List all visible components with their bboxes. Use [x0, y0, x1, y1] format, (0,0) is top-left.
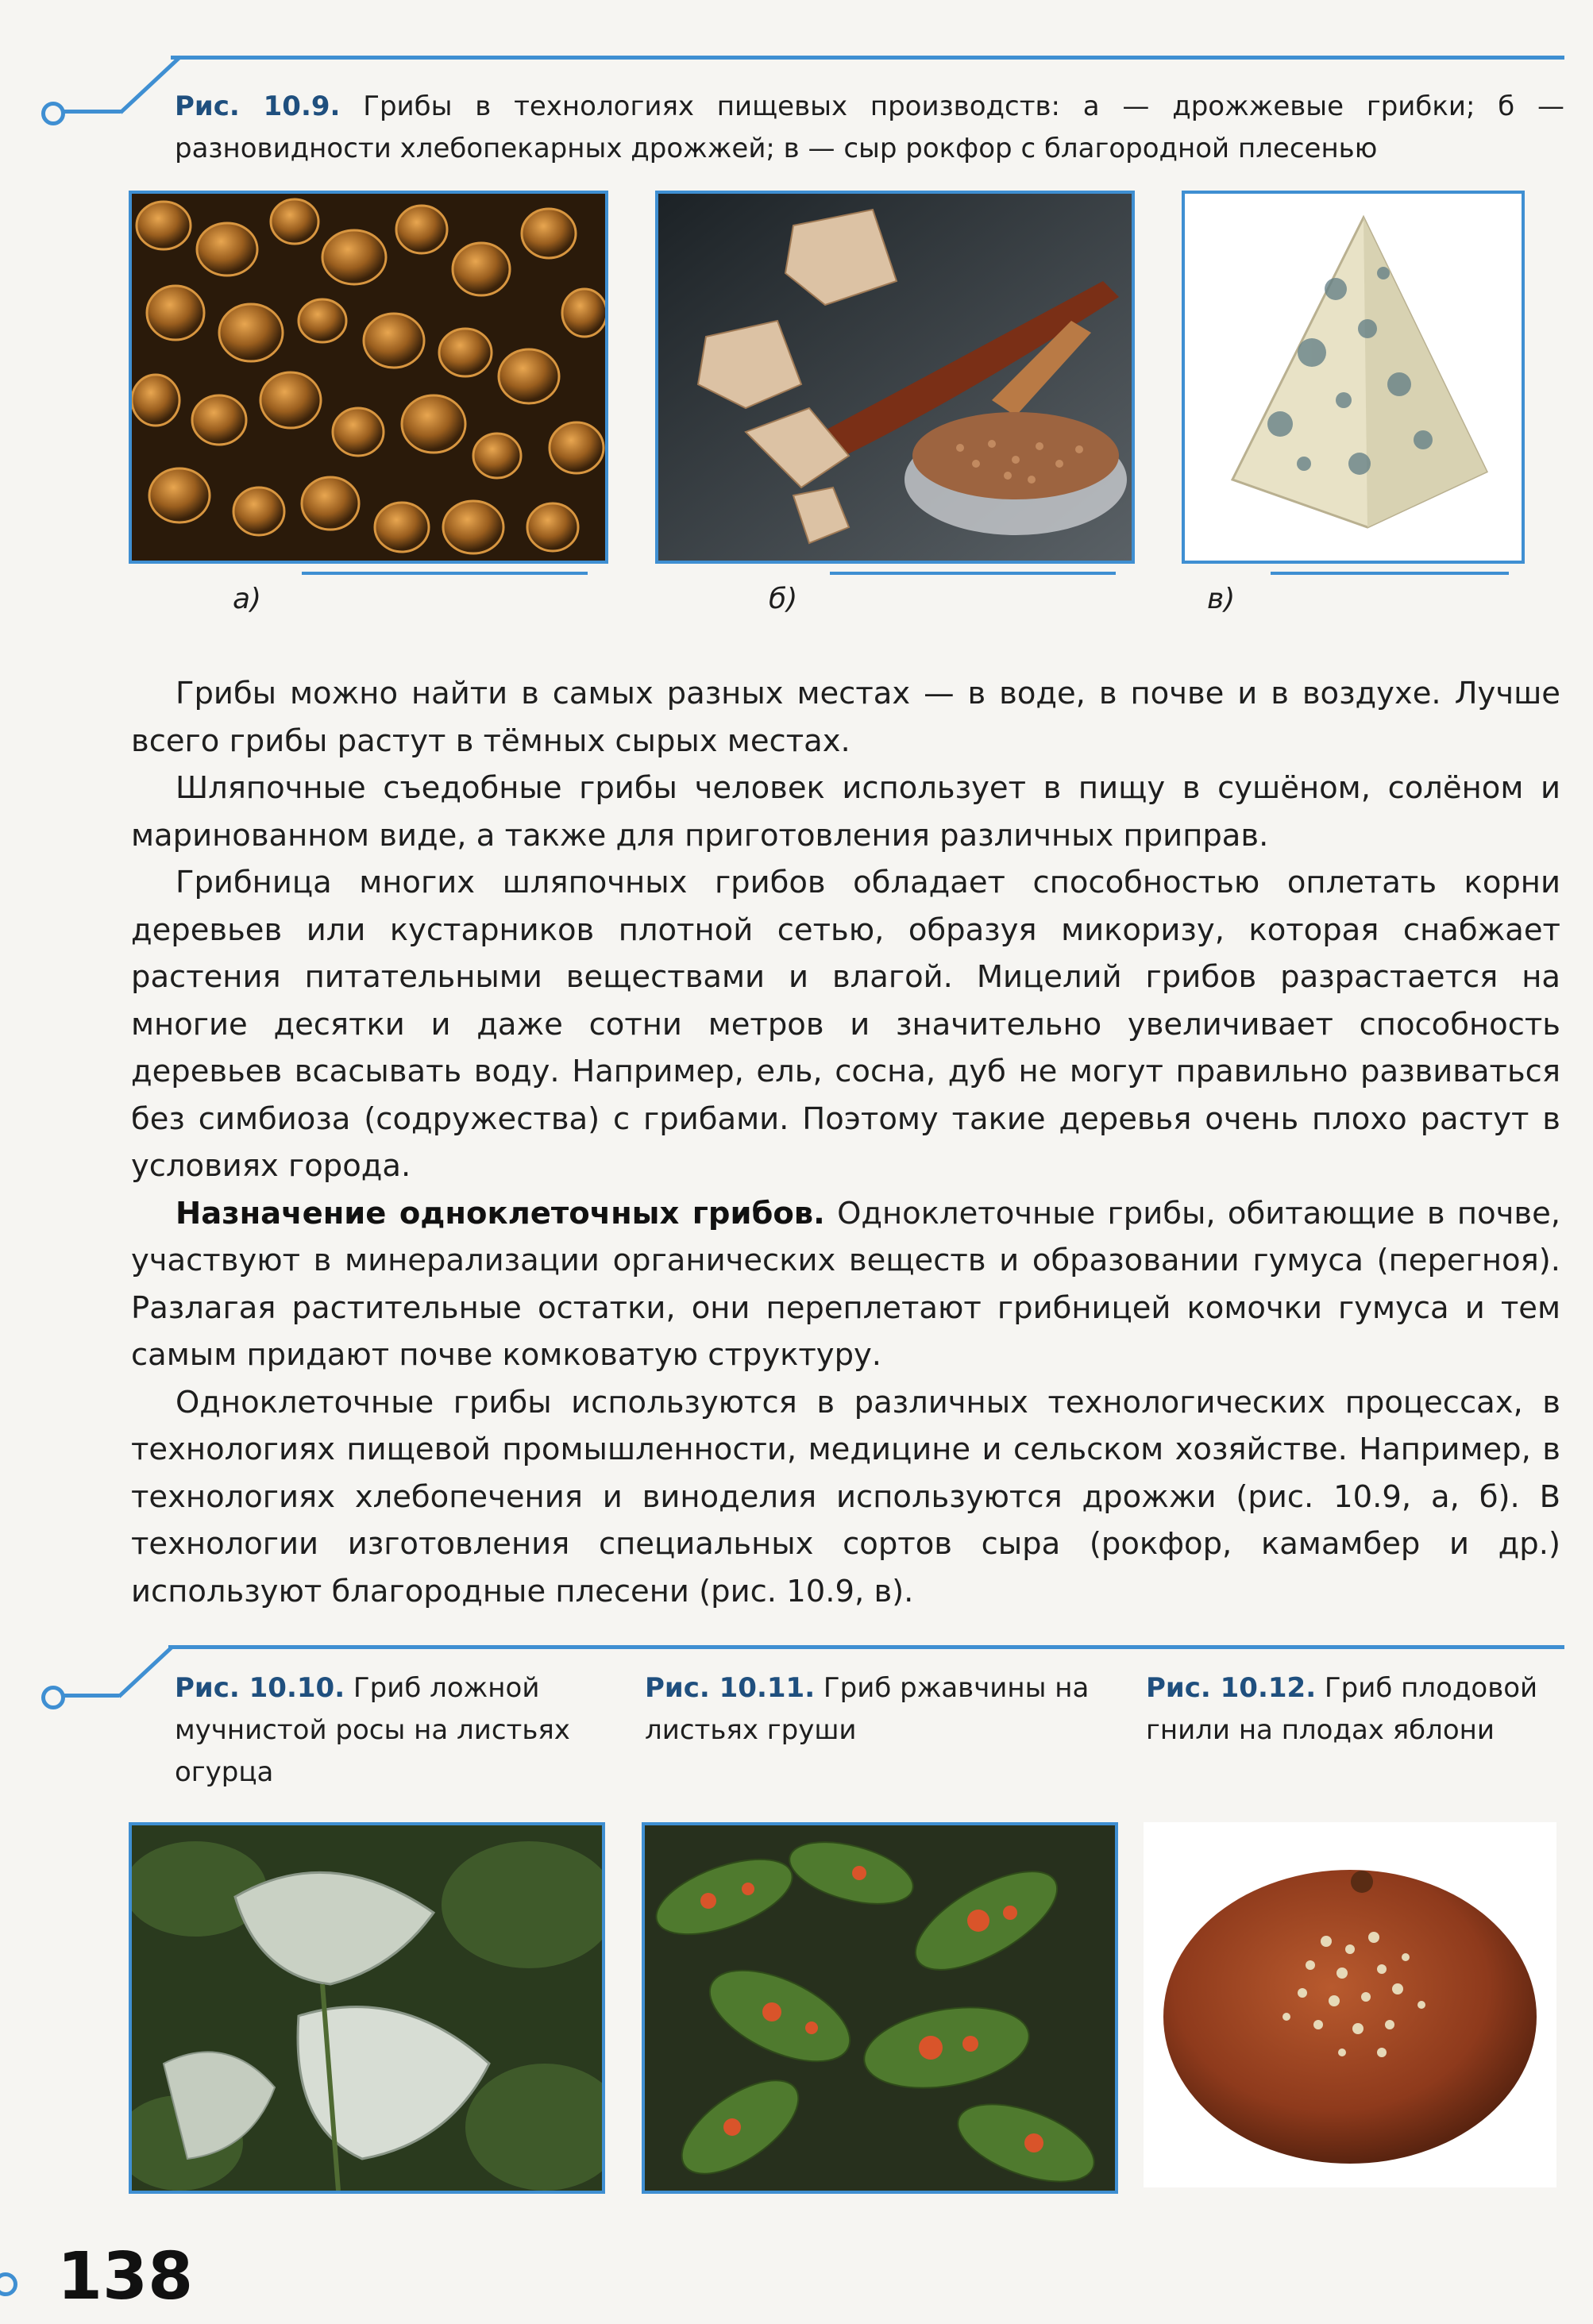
- fig-10-9-text: Грибы в технологиях пищевых производств: а — дрожжевые грибки; б — разновидности хлебопекарных дрожжей; в — сыр рокфор с благородной плесенью: [175, 91, 1565, 164]
- fig-c-connector: [1271, 572, 1509, 575]
- fig-10-10-text: Гриб ложной мучнистой росы на листьях огурца: [175, 1672, 570, 1788]
- top-frame-dot: [41, 102, 65, 125]
- fig-10-12-label: Рис. 10.12.: [1146, 1672, 1317, 1704]
- fig-10-9-label: Рис. 10.9.: [175, 91, 341, 122]
- fig-10-9-caption: [175, 86, 1564, 170]
- paragraph-5: Одноклеточные грибы используются в различных технологических процессах, в технологиях пищевой промышленности, медицине и сельском хозяйстве. Например, в технологиях хлебопечения и виноделия используются дрожжи (рис. 10.9, а, б). В технологии изготовления специальных сортов сыра (рокфор, камамбер и др.) используют благородные плесени (рис. 10.9, в).: [131, 1384, 1560, 1609]
- bottom-frame-line-diagonal: [118, 1645, 174, 1698]
- bottom-frame-dot: [41, 1686, 65, 1709]
- page-number: 138: [57, 2239, 194, 2314]
- bottom-frame-line-left: [57, 1694, 119, 1698]
- fig-a-connector: [302, 572, 588, 575]
- page-number-dot: [0, 2272, 17, 2296]
- fig-10-10-caption: [175, 1667, 619, 1794]
- fig-10-11-caption: [645, 1667, 1090, 1752]
- fig-10-9c-cheese-image: [1182, 191, 1525, 564]
- fig-10-10-cucumber-image: [129, 1822, 605, 2194]
- section-heading: Назначение одноклеточных грибов.: [176, 1195, 825, 1231]
- top-frame-line-diagonal: [119, 56, 182, 114]
- fig-10-9a-yeast-image: [129, 191, 608, 564]
- fig-10-9c-label: в): [1207, 583, 1236, 615]
- bottom-frame-line-horizontal: [168, 1645, 1564, 1649]
- fig-10-9a-label: а): [233, 583, 262, 615]
- paragraph-1: Грибы можно найти в самых разных местах — в воде, в почве и в воздухе. Лучше всего грибы растут в тёмных сырых местах.: [131, 676, 1560, 759]
- fig-10-11-text: Гриб ржавчины на листьях груши: [645, 1672, 1090, 1746]
- fig-10-12-text: Гриб плодовой гнили на плодах яблони: [1146, 1672, 1538, 1746]
- paragraph-4: [131, 1190, 1560, 1379]
- paragraph-2: Шляпочные съедобные грибы человек использует в пищу в сушёном, солёном и маринованном виде, а также для приготовления различных приправ.: [131, 770, 1560, 854]
- fig-10-12-caption: [1146, 1667, 1575, 1752]
- fig-10-9b-label: б): [769, 583, 798, 615]
- paragraph-3: Грибница многих шляпочных грибов обладает способностью оплетать корни деревьев или кустарников плотной сетью, образуя микоризу, которая снабжает растения питательными веществами и влагой. Мицелий грибов разрастается на многие десятки и даже сотни метров и значительно увеличивает способность деревьев всасывать воду. Например, ель, сосна, дуб не могут правильно развиваться без симбиоза (содружества) с грибами. Поэтому такие деревья очень плохо растут в условиях города.: [131, 865, 1560, 1184]
- fig-10-11-label: Рис. 10.11.: [645, 1672, 816, 1704]
- fig-10-11-pear-leaves-image: [642, 1822, 1118, 2194]
- fig-10-10-label: Рис. 10.10.: [175, 1672, 345, 1704]
- paragraph-4-text: Одноклеточные грибы, обитающие в почве, участвуют в минерализации органических веществ и образовании гумуса (перегноя). Разлагая растительные остатки, они переплетают грибницей комочки гумуса и тем самым придают почве комковатую структуру.: [131, 1195, 1561, 1373]
- top-frame-line-left: [57, 110, 121, 114]
- fig-10-12-apple-image: [1144, 1822, 1556, 2187]
- main-text: [131, 670, 1560, 1615]
- fig-b-connector: [830, 572, 1116, 575]
- fig-10-9b-yeast-image: [655, 191, 1135, 564]
- top-frame-line-horizontal: [171, 56, 1564, 60]
